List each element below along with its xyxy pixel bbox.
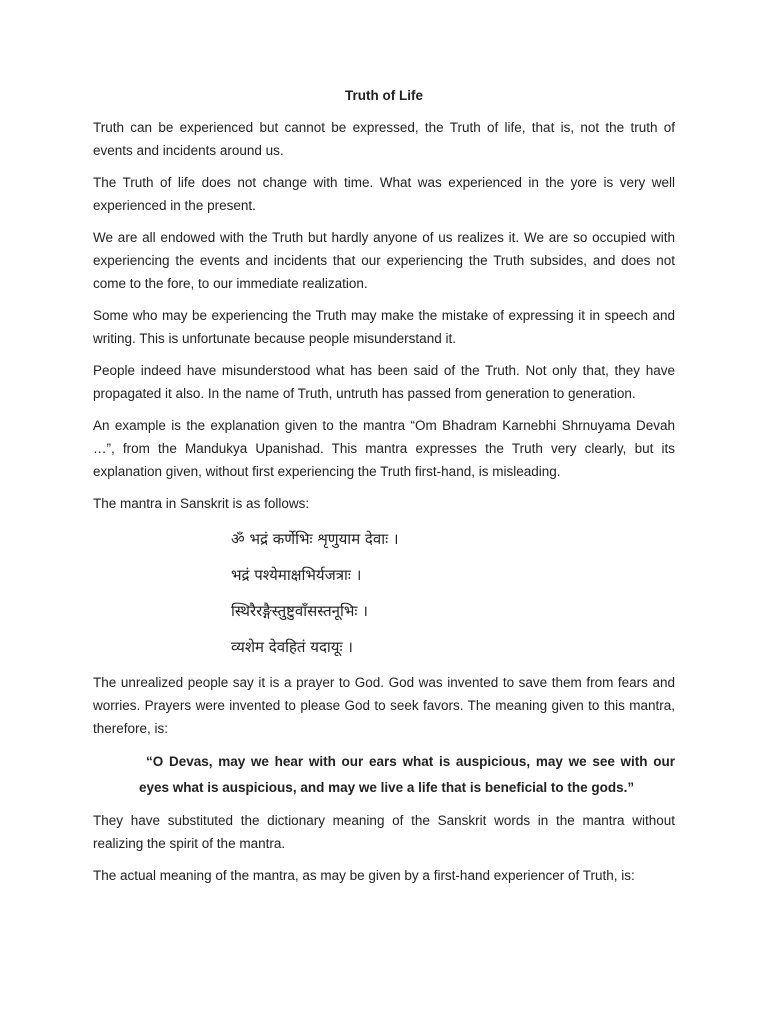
block-quote: “O Devas, may we hear with our ears what is auspicious, may we see with our eyes what is auspicious, and may we live a life that is beneficial to the gods.”: [139, 754, 675, 795]
document-page: [93, 86, 675, 896]
document-title: Truth of Life: [345, 88, 423, 103]
paragraph: People indeed have misunderstood what has been said of the Truth. Not only that, they have propagated it also. In the name of Truth, untruth has passed from generation to generation.: [93, 363, 675, 401]
paragraph: Some who may be experiencing the Truth may make the mistake of expressing it in speech and writing. This is unfortunate because people misunderstand it.: [93, 308, 675, 346]
mantra-line: स्थिरैरङ्गैस्तुष्टुवाँसस्तनूभिः ।: [231, 602, 368, 620]
paragraph-mantra-intro: The mantra in Sanskrit is as follows:: [93, 496, 310, 511]
paragraph: Truth can be experienced but cannot be expressed, the Truth of life, that is, not the truth of events and incidents around us.: [93, 120, 675, 158]
mantra-line: ॐ भद्रं कर्णेभिः शृणुयाम देवाः ।: [231, 530, 399, 548]
paragraph: An example is the explanation given to the mantra “Om Bhadram Karnebhi Shrnuyama Devah …”, from the Mandukya Upanishad. This mantra expresses the Truth very clearly, but its explanation given, without first experiencing the Truth first-hand, is misleading.: [93, 418, 675, 479]
mantra-line: भद्रं पश्येमाक्षभिर्यजत्राः ।: [231, 566, 362, 584]
paragraph: We are all endowed with the Truth but hardly anyone of us realizes it. We are so occupied with experiencing the events and incidents that our experiencing the Truth subsides, and does not come to the fore, to our immediate realization.: [93, 230, 675, 291]
paragraph: The unrealized people say it is a prayer to God. God was invented to save them from fears and worries. Prayers were invented to please God to seek favors. The meaning given to this mantra, therefore, is:: [93, 675, 675, 736]
paragraph: They have substituted the dictionary meaning of the Sanskrit words in the mantra without realizing the spirit of the mantra.: [93, 813, 675, 851]
paragraph: The actual meaning of the mantra, as may be given by a first-hand experiencer of Truth, is:: [93, 868, 635, 883]
paragraph: The Truth of life does not change with time. What was experienced in the yore is very well experienced in the present.: [93, 175, 675, 213]
mantra-line: व्यशेम देवहितं यदायूः ।: [231, 638, 353, 656]
sanskrit-mantra: [231, 527, 675, 659]
